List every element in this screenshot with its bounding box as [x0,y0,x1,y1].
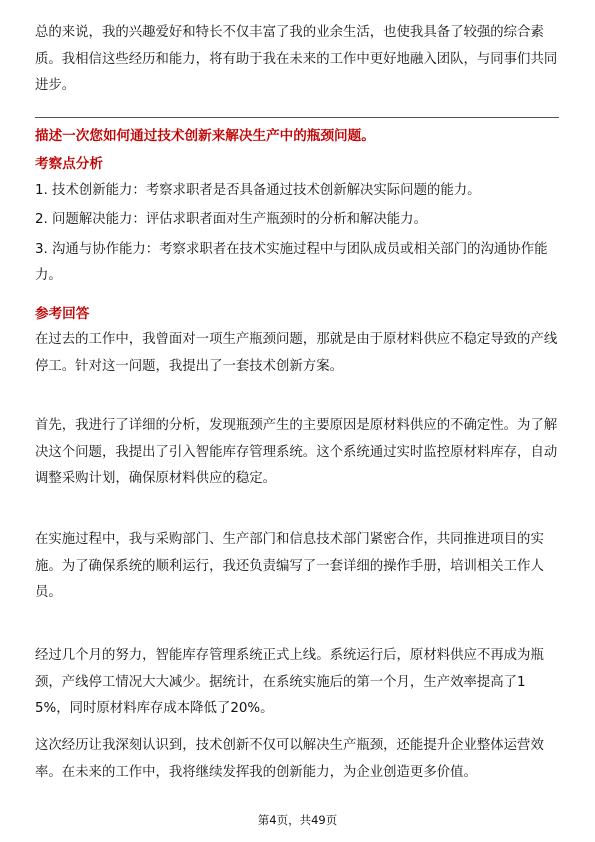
answer-paragraph-4: 经过几个月的努力，智能库存管理系统正式上线。系统运行后，原材料供应不再成为瓶颈，产线停工情况大大减少。据统计，在系统实施后的第一个月，生产效率提高了15%，同时原材料库存成本降低了20%。 [35,648,544,716]
intro-paragraph: 总的来说，我的兴趣爱好和特长不仅丰富了我的业余生活，也使我具备了较强的综合素质。我相信这些经历和能力，将有助于我在未来的工作中更好地融入团队，与同事们共同进步。 [35,25,558,93]
analysis-item-3: 3. 沟通与协作能力：考察求职者在技术实施过程中与团队成员或相关部门的沟通协作能力。 [35,242,548,283]
analysis-item-2: 2. 问题解决能力：评估求职者面对生产瓶颈时的分析和解决能力。 [35,212,427,227]
answer-paragraph-5: 这次经历让我深刻认识到，技术创新不仅可以解决生产瓶颈，还能提升企业整体运营效率。在未来的工作中，我将继续发挥我的创新能力，为企业创造更多价值。 [35,738,544,780]
answer-paragraph-2: 首先，我进行了详细的分析，发现瓶颈产生的主要原因是原材料供应的不确定性。为了解决这个问题，我提出了引入智能库存管理系统。这个系统通过实时监控原材料库存，自动调整采购计划，确保原材料供应的稳定。 [35,418,558,486]
analysis-title: 考察点分析 [35,156,103,172]
page-number-footer: 第4页，共49页 [257,813,338,827]
interview-question: 描述一次您如何通过技术创新来解决生产中的瓶颈问题。 [35,128,375,144]
analysis-item-1: 1. 技术创新能力：考察求职者是否具备通过技术创新解决实际问题的能力。 [35,183,481,198]
answer-paragraph-1: 在过去的工作中，我曾面对一项生产瓶颈问题，那就是由于原材料供应不稳定导致的产线停工。针对这一问题，我提出了一套技术创新方案。 [35,332,558,374]
section-divider [35,117,559,118]
answer-paragraph-3: 在实施过程中，我与采购部门、生产部门和信息技术部门紧密合作，共同推进项目的实施。为了确保系统的顺利运行，我还负责编写了一套详细的操作手册，培训相关工作人员。 [35,532,544,600]
answer-title: 参考回答 [35,306,90,322]
